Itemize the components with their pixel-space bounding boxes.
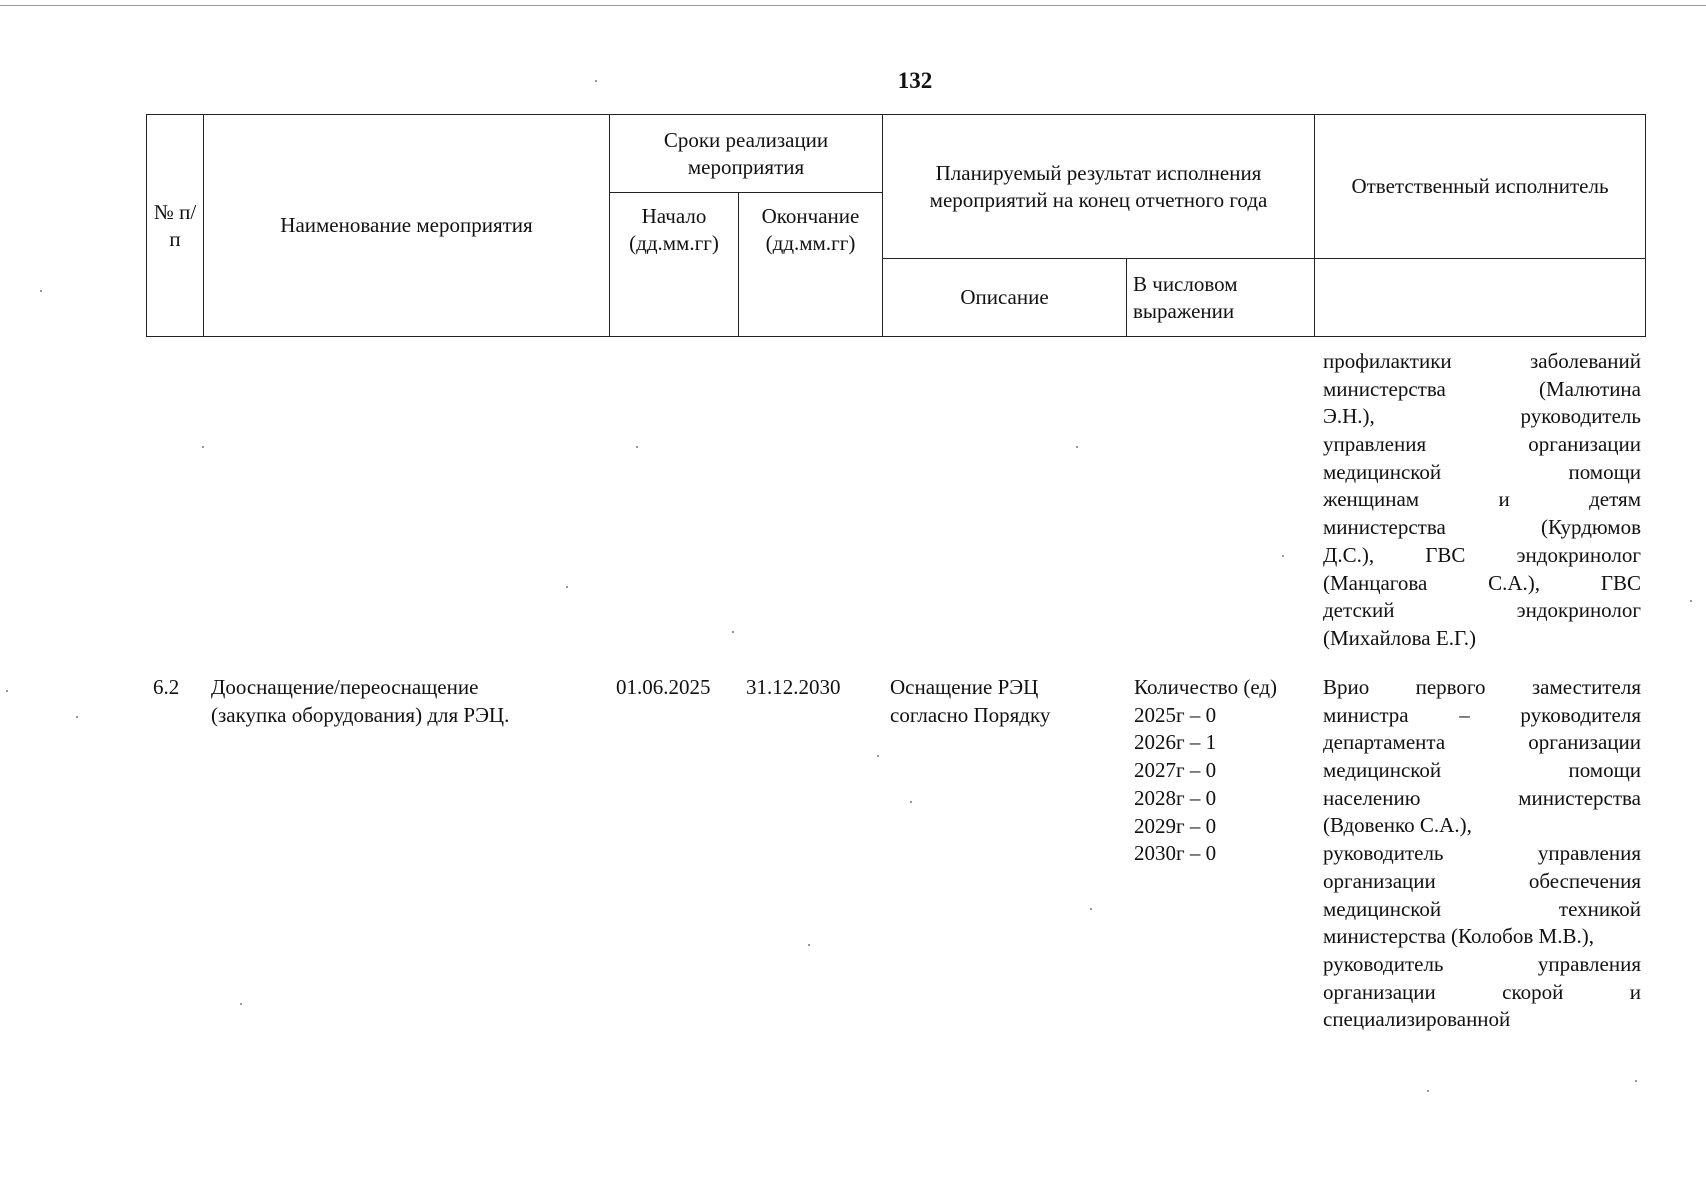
header-name: Наименование мероприятия [204,115,610,337]
text-line: (Михайлова Е.Г.) [1323,625,1476,650]
scan-speck [76,716,78,718]
header-terms: Сроки реализации мероприятия [610,115,883,193]
row-6-2-name: Дооснащение/переоснащение (закупка оборудования) для РЭЦ. [211,675,510,727]
text-line: департамента организации [1323,730,1641,755]
header-end: Окончание (дд.мм.гг) [739,193,883,337]
text-line: медицинской техникой [1323,896,1641,921]
scan-speck [1635,1080,1637,1082]
text-line: управления организации [1323,432,1641,457]
text-line: населению министерства [1323,785,1641,810]
text-line: медицинской помощи [1323,758,1641,783]
text-line: детский эндокринолог [1323,598,1641,623]
scan-speck [1076,446,1078,448]
page-top-edge [0,0,1706,6]
row-6-2-start: 01.06.2025 [616,675,711,699]
row-6-2-end: 31.12.2030 [746,675,841,699]
text-line: Э.Н.), руководитель [1323,404,1641,429]
scan-speck [808,944,810,946]
header-description: Описание [883,259,1127,337]
header-responsible: Ответственный исполнитель [1315,115,1646,259]
scan-speck [240,1003,242,1005]
scan-speck [1282,555,1284,557]
scan-speck [877,755,879,757]
text-line: министерства (Курдюмов [1323,515,1641,540]
continued-responsible-cell [1323,348,1641,653]
page-number: 132 [897,68,933,93]
scan-speck [1427,1090,1429,1092]
scan-speck [1090,908,1092,910]
row-6-2-description: Оснащение РЭЦ согласно Порядку [890,675,1051,727]
text-line: организации скорой и [1323,979,1641,1004]
scan-speck [40,290,42,292]
scan-speck [636,446,638,448]
text-line: Врио первого заместителя [1323,675,1641,699]
text-line: министерства (Малютина [1323,376,1641,401]
text-line: (Манцагова С.А.), ГВС [1323,570,1641,595]
scan-speck [910,801,912,803]
scan-speck [6,690,8,692]
text-line: руководитель управления [1323,951,1641,976]
text-line: министерства (Колобов М.В.), [1323,924,1594,949]
text-line: (Вдовенко С.А.), [1323,813,1472,838]
text-line: специализированной [1323,1007,1511,1032]
row-6-2-responsible [1323,674,1641,1034]
scan-speck [595,80,597,82]
row-6-2-num: 6.2 [153,675,180,699]
scan-speck [1690,600,1692,602]
text-line: Д.С.), ГВС эндокринолог [1323,542,1641,567]
scan-speck [566,586,568,588]
header-start: Начало (дд.мм.гг) [610,193,739,337]
header-responsible-blank [1315,259,1646,337]
scan-speck [202,446,204,448]
table-header [146,114,1646,337]
text-line: организации обеспечения [1323,868,1641,893]
header-result: Планируемый результат исполнения мероприятий на конец отчетного года [883,115,1315,259]
header-numeric: В числовом выражении [1127,259,1315,337]
text-line: медицинской помощи [1323,459,1641,484]
scan-speck [732,631,734,633]
text-line: министра – руководителя [1323,702,1641,727]
row-6-2-numeric: Количество (ед) 2025г – 0 2026г – 1 2027г – 0 2028г – 0 2029г – 0 2030г – 0 [1134,675,1278,866]
text-line: профилактики заболеваний [1323,349,1641,373]
text-line: руководитель управления [1323,841,1641,866]
header-num: № п/п [147,115,204,337]
text-line: женщинам и детям [1323,487,1641,512]
